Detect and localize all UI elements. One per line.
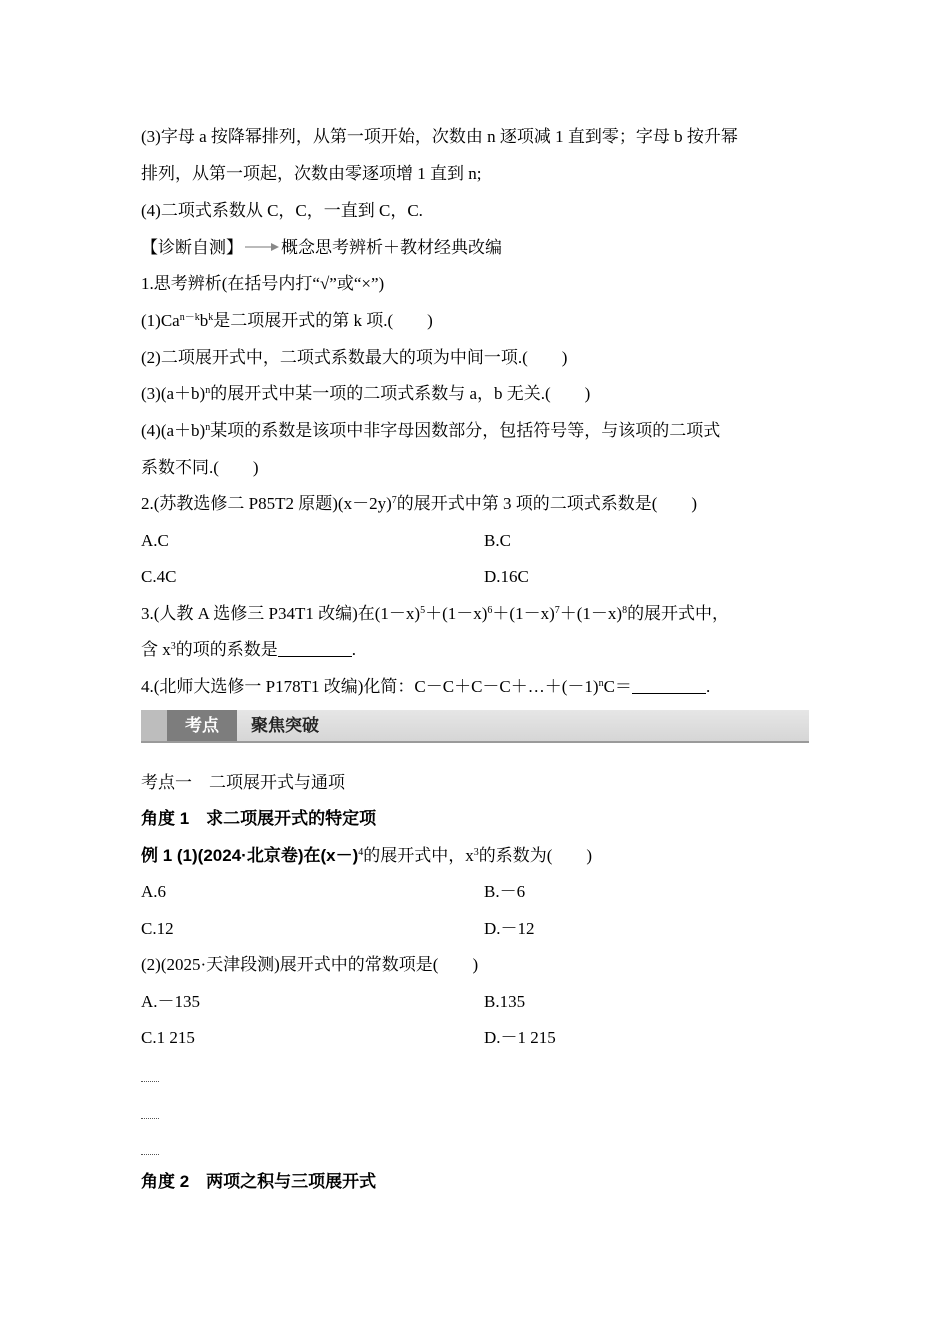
q1-statement-2: (2)二项展开式中，二项式系数最大的项为中间一项.( ) <box>141 348 568 367</box>
q4-tail: C＝ <box>603 677 632 696</box>
q4-sup: n <box>598 678 604 689</box>
q1-s3-text: (3)(a＋b) <box>141 384 206 403</box>
example-2-stem: (2)(2025·天津段测)展开式中的常数项是( ) <box>141 955 479 974</box>
banner-title: 聚焦突破 <box>251 716 319 735</box>
q2-option-d: D.16C <box>484 567 529 586</box>
q2-stem-tail: 的展开式中第 3 项的二项式系数是( ) <box>396 494 698 513</box>
ex1-mid: 的展开式中，x <box>363 846 474 865</box>
q2-stem-text: 2.(苏教选修二 P85T2 原题)(x－2y) <box>141 494 392 513</box>
ex1-option-a: A.6 <box>141 882 167 901</box>
q1-s1-tail: 是二项展开式的第 k 项.( ) <box>213 311 433 330</box>
q3-sup-8: 8 <box>622 605 628 616</box>
q2-option-a: A.C <box>141 531 169 550</box>
ex1-sup: 4 <box>358 847 364 858</box>
item3-line2: 排列，从第一项起，次数由零逐项增 1 直到 n; <box>141 164 482 183</box>
q3-sup-6: 6 <box>487 605 493 616</box>
item4-line: (4)二项式系数从 C，C，一直到 C，C. <box>141 201 423 220</box>
q3-line2-text: 含 x <box>141 640 171 659</box>
q2-stem-sup: 7 <box>391 495 397 506</box>
q3-text-3: ＋(1－x) <box>492 604 555 623</box>
q3-line2-tail: 的项的系数是 <box>175 640 278 659</box>
ex2-option-a: A.－135 <box>141 992 201 1011</box>
banner-stripe <box>141 710 167 741</box>
q1-statement-3 <box>141 384 590 404</box>
diagnosis-subtitle: 概念思考辨析＋教材经典改编 <box>281 238 502 257</box>
q1-s1-text: (1)Ca <box>141 311 180 330</box>
q3-line2 <box>141 640 356 660</box>
q1-statement-4-line2: 系数不同.( ) <box>141 458 259 477</box>
q3-stem <box>141 604 729 624</box>
q1-statement-4 <box>141 421 720 441</box>
q3-text-4: ＋(1－x) <box>559 604 623 623</box>
ex2-option-c: C.1 215 <box>141 1028 195 1047</box>
q1-s1-sup-2: k <box>208 312 214 323</box>
answer-dots[interactable] <box>141 1153 159 1155</box>
section-banner <box>141 710 809 743</box>
ex1-tail: 的系数为( ) <box>478 846 593 865</box>
item3-line1: (3)字母 a 按降幂排列，从第一项开始，次数由 n 逐项减 1 直到零；字母 b 按升幂 <box>141 127 738 146</box>
q1-s1-mid: b <box>199 311 209 330</box>
ex2-option-b: B.135 <box>484 992 526 1011</box>
q1-s4-sup: n <box>205 422 211 433</box>
diagnosis-heading-line <box>141 238 502 258</box>
q4-stem <box>141 677 710 697</box>
q3-sup-5: 5 <box>420 605 426 616</box>
q1-s3-sup: n <box>205 385 211 396</box>
q1-s4-text: (4)(a＋b) <box>141 421 206 440</box>
ex1-text: 例 1 (1)(2024·北京卷)在(x－) <box>141 846 359 865</box>
answer-dots[interactable] <box>141 1080 159 1082</box>
q1-stem: 1.思考辨析(在括号内打“√”或“×”) <box>141 274 385 293</box>
ex1-option-b: B.－6 <box>484 882 526 901</box>
q3-line2-end: . <box>351 640 356 659</box>
ex1-option-c: C.12 <box>141 919 174 938</box>
q2-stem <box>141 494 697 514</box>
q2-option-c: C.4C <box>141 567 177 586</box>
arrow-icon <box>245 242 279 252</box>
q3-text-2: ＋(1－x) <box>425 604 488 623</box>
q4-text: 4.(北师大选修一 P178T1 改编)化简：C－C＋C－C＋…＋(－1) <box>141 677 599 696</box>
banner-tag: 考点 <box>167 710 237 741</box>
diagnosis-heading: 【诊断自测】 <box>141 238 243 257</box>
q1-statement-1 <box>141 311 433 331</box>
q4-end: . <box>705 677 711 696</box>
q2-option-b: B.C <box>484 531 511 550</box>
q1-s4-tail: 某项的系数是该项中非字母因数部分，包括符号等，与该项的二项式 <box>210 421 721 440</box>
kaodian-title: 考点一 二项展开式与通项 <box>141 773 345 792</box>
angle-1-heading: 角度 1 求二项展开式的特定项 <box>141 809 377 828</box>
ex1-sup-2: 3 <box>473 847 479 858</box>
ex2-option-d: D.－1 215 <box>484 1028 556 1047</box>
example-1-stem <box>141 846 592 866</box>
ex1-option-d: D.－12 <box>484 919 535 938</box>
angle-2-heading: 角度 2 两项之积与三项展开式 <box>141 1172 377 1191</box>
q3-line2-sup: 3 <box>170 641 176 652</box>
answer-blank[interactable] <box>632 678 706 694</box>
answer-blank[interactable] <box>278 641 352 657</box>
q3-text-5: 的展开式中， <box>627 604 730 623</box>
q1-s3-tail: 的展开式中某一项的二项式系数与 a，b 无关.( ) <box>210 384 591 403</box>
answer-dots[interactable] <box>141 1117 159 1119</box>
q3-sup-7: 7 <box>554 605 560 616</box>
q3-text-1: 3.(人教 A 选修三 P34T1 改编)在(1－x) <box>141 604 421 623</box>
q1-s1-sup-1: n－k <box>179 312 200 323</box>
